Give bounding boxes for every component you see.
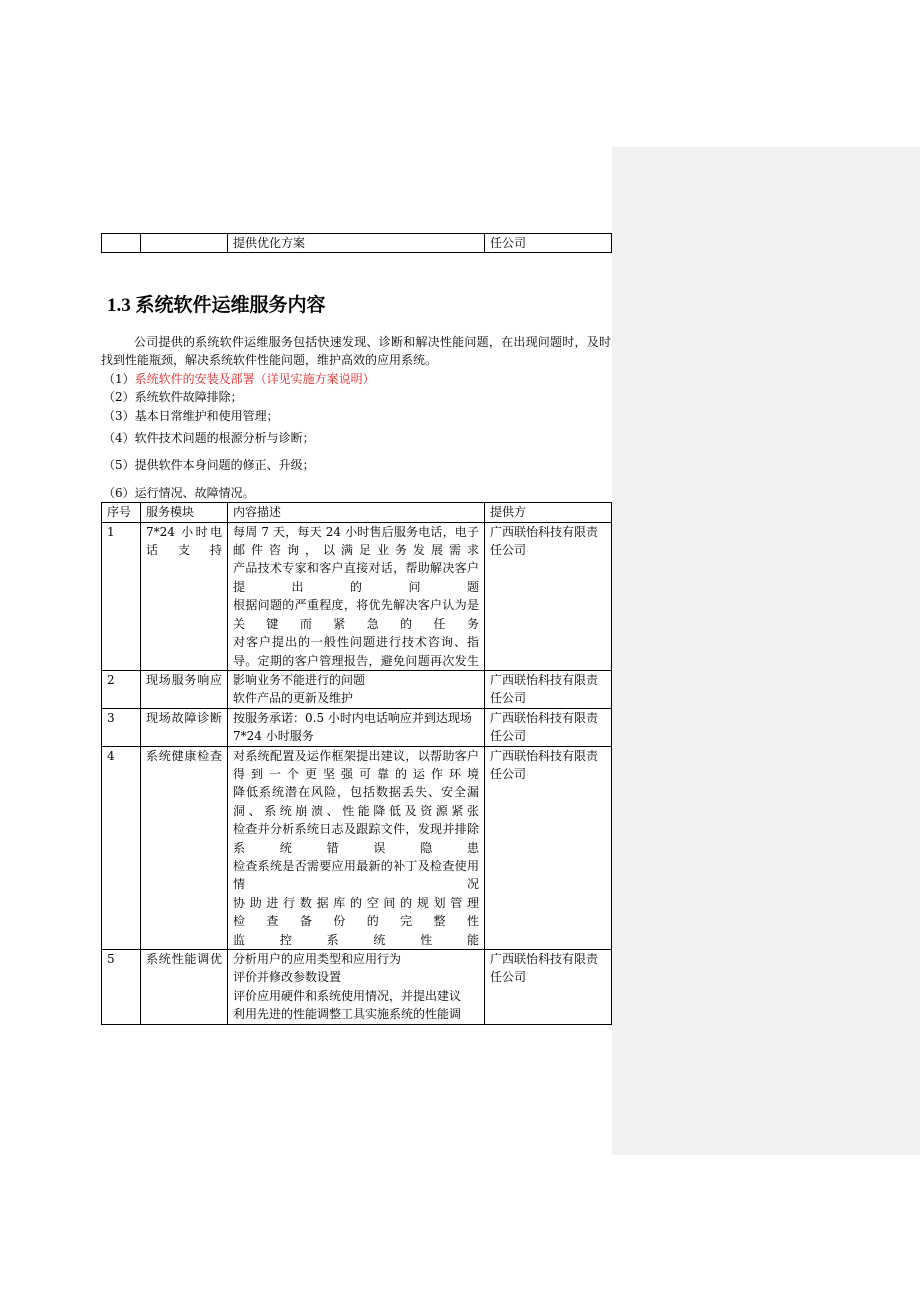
cell-desc — [228, 708, 485, 746]
cell-no: 5 — [102, 950, 141, 1025]
cell-no: 2 — [102, 670, 141, 708]
list-item — [103, 370, 611, 388]
desc-line: 检查并分析系统日志及跟踪文件，发现并排除系统错误隐患 — [233, 822, 479, 855]
desc-line: 按服务承诺：0.5 小时内电话响应并到达现场 7*24 小时服务 — [233, 710, 472, 744]
cell-module: 系统性能调优 — [141, 950, 228, 1025]
desc-line: 分析用户的应用类型和应用行为 — [233, 952, 402, 966]
list-item — [103, 456, 611, 474]
table-cell — [102, 234, 141, 253]
table-row — [102, 950, 612, 1025]
header-cell-desc: 内容描述 — [228, 503, 485, 522]
table-row — [102, 670, 612, 708]
table-cell — [141, 234, 228, 253]
cell-no: 3 — [102, 708, 141, 746]
list-prefix: （5） — [103, 458, 135, 473]
table-row — [102, 708, 612, 746]
list-prefix: （2） — [103, 390, 135, 405]
desc-line: 每周 7 天，每天 24 小时售后服务电话，电子邮件咨询，以满足业务发展需求 — [233, 524, 479, 558]
cell-desc — [228, 950, 485, 1025]
intro-paragraph: 公司提供的系统软件运维服务包括快速发现、诊断和解决性能问题，在出现问题时，及时找到性能瓶颈，解决系统软件性能问题，维护高效的应用系统。 — [101, 335, 611, 368]
table-header-row — [102, 503, 612, 522]
cell-desc — [228, 746, 485, 949]
list-item — [103, 484, 611, 502]
list-prefix: （6） — [103, 485, 135, 500]
desc-line: 产品技术专家和客户直接对话，帮助解决客户提出的问题 — [233, 561, 479, 594]
list-text: 系统软件的安装及部署（详见实施方案说明） — [134, 371, 375, 386]
desc-line: 监控系统性能 — [233, 932, 479, 947]
cell-module: 现场故障诊断 — [141, 708, 228, 746]
list-text: 运行情况、故障情况。 — [134, 485, 255, 500]
cell-module: 系统健康检查 — [141, 746, 228, 949]
list-item — [103, 407, 611, 425]
list-prefix: （1） — [103, 371, 135, 386]
desc-line: 软件产品的更新及维护 — [233, 691, 354, 706]
desc-line: 对系统配置及运作框架提出建议，以帮助客户得到一个更坚强可靠的运作环境 — [233, 748, 479, 781]
desc-line: 检查系统是否需要应用最新的补丁及检查使用情况 — [233, 858, 479, 892]
list-text: 基本日常维护和使用管理； — [134, 408, 279, 423]
desc-line: 检查备份的完整性 — [233, 914, 479, 929]
desc-line: 影响业务不能进行的问题 — [233, 672, 366, 687]
comment-pane — [612, 147, 920, 1155]
cell-provider: 广西联怡科技有限责任公司 — [485, 708, 612, 746]
previous-table-tail — [101, 233, 612, 253]
section-heading: 1.3 系统软件运维服务内容 — [107, 295, 326, 316]
desc-line: 对客户提出的一般性问题进行技术咨询、指导。定期的客户管理报告，避免问题再次发生 — [233, 635, 479, 668]
table-row — [102, 522, 612, 670]
cell-no: 4 — [102, 746, 141, 949]
desc-line: 利用先进的性能调整工具实施系统的性能调 — [233, 1007, 462, 1022]
desc-line: 评价应用硬件和系统使用情况，并提出建议 — [233, 988, 462, 1003]
list-item — [103, 388, 611, 406]
cell-desc — [228, 670, 485, 708]
document-page — [101, 233, 611, 1025]
list-item — [103, 429, 611, 447]
list-text: 提供软件本身问题的修正、升级； — [134, 458, 315, 473]
service-list — [101, 370, 611, 502]
cell-no: 1 — [102, 522, 141, 670]
cell-provider: 广西联怡科技有限责任公司 — [485, 670, 612, 708]
list-prefix: （4） — [103, 431, 135, 446]
table-cell: 提供优化方案 — [228, 234, 485, 253]
cell-provider: 广西联怡科技有限责任公司 — [485, 522, 612, 670]
list-text: 软件技术问题的根源分析与诊断； — [134, 431, 315, 446]
desc-line: 评价并修改参数设置 — [233, 970, 342, 985]
cell-provider: 广西联怡科技有限责任公司 — [485, 950, 612, 1025]
header-cell-provider: 提供方 — [485, 503, 612, 522]
list-prefix: （3） — [103, 408, 135, 423]
table-row — [102, 234, 612, 253]
table-row — [102, 746, 612, 949]
header-cell-module: 服务模块 — [141, 503, 228, 522]
cell-module: 现场服务响应 — [141, 670, 228, 708]
desc-line: 协助进行数据库的空间的规划管理 — [233, 895, 479, 910]
header-cell-no: 序号 — [102, 503, 141, 522]
desc-line: 根据问题的严重程度，将优先解决客户认为是关键而紧急的任务 — [233, 598, 479, 631]
service-table — [101, 502, 612, 1024]
table-cell: 任公司 — [485, 234, 612, 253]
desc-line: 降低系统潜在风险，包括数据丢失、安全漏洞、系统崩溃、性能降低及资源紧张 — [233, 785, 479, 818]
cell-provider: 广西联怡科技有限责任公司 — [485, 746, 612, 949]
list-text: 系统软件故障排除； — [134, 390, 243, 405]
cell-module: 7*24 小时电话支持 — [141, 522, 228, 670]
cell-desc — [228, 522, 485, 670]
